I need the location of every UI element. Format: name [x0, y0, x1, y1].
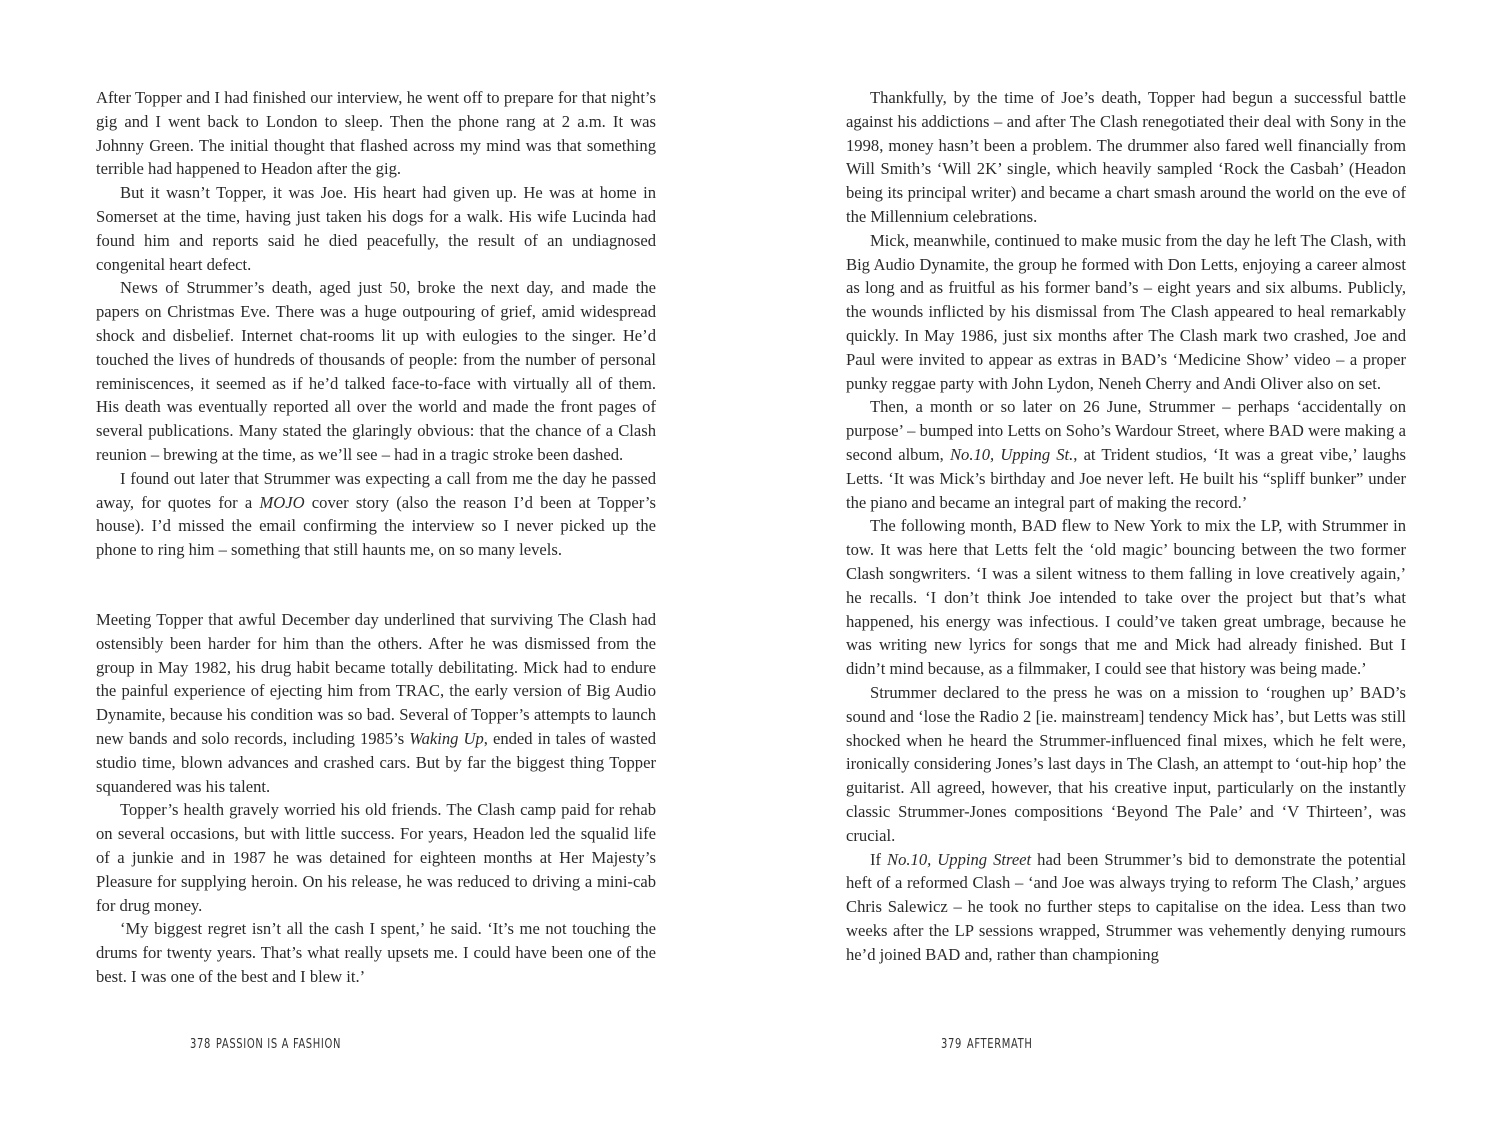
running-title: AFTERMATH	[966, 1036, 1033, 1052]
paragraph: But it wasn’t Topper, it was Joe. His heart had given up. He was at home in Somerset at the time, having just taken his dogs for a walk. His wife Lucinda had found him and reports said he died peacefully, the result of an undiagnosed congenital heart defect.	[96, 183, 656, 274]
paragraph: Then, a month or so later on 26 June, Strummer – perhaps ‘accidentally on purpose’ – bumped into Letts on Soho’s Wardour Street, where BAD were making a second album, No.10, Upping St., at Trident studios, ‘It was a great vibe,’ laughs Letts. ‘It was Mick’s birthday and Joe never left. He built his “spliff bunker” under the piano and became an integral part of making the record.’	[846, 397, 1406, 512]
paragraph: Topper’s health gravely worried his old friends. The Clash camp paid for rehab on several occasions, but with little success. For years, Headon led the squalid life of a junkie and in 1987 he was detained for eighteen months at Her Majesty’s Pleasure for supplying heroin. On his release, he was reduced to driving a mini-cab for drug money.	[96, 800, 656, 915]
page-number: 378	[190, 1036, 211, 1052]
italic-title: Waking Up	[409, 728, 484, 748]
italic-title: No.10, Upping St.	[949, 444, 1074, 464]
paragraph: Mick, meanwhile, continued to make music from the day he left The Clash, with Big Audio Dynamite, the group he formed with Don Letts, enjoying a career almost as long and as fruitful as his former band’s – eight years and six albums. Publicly, the wounds inflicted by his dismissal from The Clash appeared to heal remarkably quickly. In May 1986, just six months after The Clash mark two crashed, Joe and Paul were invited to appear as extras in BAD’s ‘Medicine Show’ video – a proper punky reggae party with John Lydon, Neneh Cherry and Andi Oliver also on set.	[846, 230, 1406, 393]
page-footer-left	[190, 1036, 341, 1052]
left-page	[96, 86, 656, 989]
paragraph: The following month, BAD flew to New York to mix the LP, with Strummer in tow. It was here that Letts felt the ‘old magic’ bouncing between the two former Clash songwriters. ‘I was a silent witness to them falling in love creatively again,’ he recalls. ‘I don’t think Joe intended to take over the project but that’s what happened, his energy was infectious. I could’ve taken great umbrage, because he was writing new lyrics for songs that me and Mick had already finished. But I didn’t mind because, as a filmmaker, I could see that history was being made.’	[846, 516, 1406, 679]
paragraph: Strummer declared to the press he was on a mission to ‘roughen up’ BAD’s sound and ‘lose the Radio 2 [ie. mainstream] tendency Mick has’, but Letts was still shocked when he heard the Strummer-influenced final mixes, which he felt were, ironically considering Jones’s last days in The Clash, an attempt to ‘out-hip hop’ the guitarist. All agreed, however, that his creative input, particularly on the instantly classic Strummer-Jones compositions ‘Beyond The Pale’ and ‘V Thirteen’, was crucial.	[846, 682, 1406, 845]
page-footer-right	[941, 1036, 1033, 1052]
page-number: 379	[941, 1036, 962, 1052]
running-title: PASSION IS A FASHION	[215, 1036, 342, 1052]
paragraph: I found out later that Strummer was expecting a call from me the day he passed away, for quotes for a MOJO cover story (also the reason I’d been at Topper’s house). I’d missed the email confirming the interview so I never picked up the phone to ring him – something that still haunts me, on so many levels.	[96, 468, 656, 560]
italic-title: MOJO	[259, 492, 305, 512]
paragraph: News of Strummer’s death, aged just 50, broke the next day, and made the papers on Christmas Eve. There was a huge outpouring of grief, amid widespread shock and disbelief. Internet chat-rooms lit up with eulogies to the singer. He’d touched the lives of hundreds of thousands of people: from the number of personal reminiscences, it seemed as if he’d talked face-to-face with virtually all of them. His death was eventually reported all over the world and made the front pages of several publications. Many stated the glaringly obvious: that the chance of a Clash reunion – brewing at the time, as we’ll see – had in a tragic stroke been dashed.	[96, 278, 656, 464]
paragraph: Thankfully, by the time of Joe’s death, Topper had begun a successful battle against his addictions – and after The Clash renegotiated their deal with Sony in the 1998, money hasn’t been a problem. The drummer also fared well financially from Will Smith’s ‘Will 2K’ single, which heavily sampled ‘Rock the Casbah’ (Headon being its principal writer) and became a chart smash around the world on the eve of the Millennium celebrations.	[846, 88, 1406, 226]
paragraph: If No.10, Upping Street had been Strummer’s bid to demonstrate the potential heft of a reformed Clash – ‘and Joe was always trying to reform The Clash,’ argues Chris Salewicz – he took no further steps to capitalise on the idea. Less than two weeks after the LP sessions wrapped, Strummer was vehemently denying rumours he’d joined BAD and, rather than championing	[846, 849, 1406, 964]
right-page	[846, 86, 1406, 966]
paragraph: After Topper and I had finished our interview, he went off to prepare for that night’s gig and I went back to London to sleep. Then the phone rang at 2 a.m. It was Johnny Green. The initial thought that flashed across my mind was that something terrible had happened to Headon after the gig.	[96, 88, 656, 179]
paragraph: ‘My biggest regret isn’t all the cash I spent,’ he said. ‘It’s me not touching the drums for twenty years. That’s what really upsets me. I could have been one of the best. I was one of the best and I blew it.’	[96, 919, 656, 986]
paragraph: Meeting Topper that awful December day underlined that surviving The Clash had ostensibly been harder for him than the others. After he was dismissed from the group in May 1982, his drug habit became totally debilitating. Mick had to endure the painful experience of ejecting him from TRAC, the early version of Big Audio Dynamite, because his condition was so bad. Several of Topper’s attempts to launch new bands and solo records, including 1985’s Waking Up, ended in tales of wasted studio time, blown advances and crashed cars. But by far the biggest thing Topper squandered was his talent.	[96, 609, 657, 796]
italic-title: No.10, Upping Street	[887, 849, 1032, 869]
section-break	[96, 562, 656, 608]
